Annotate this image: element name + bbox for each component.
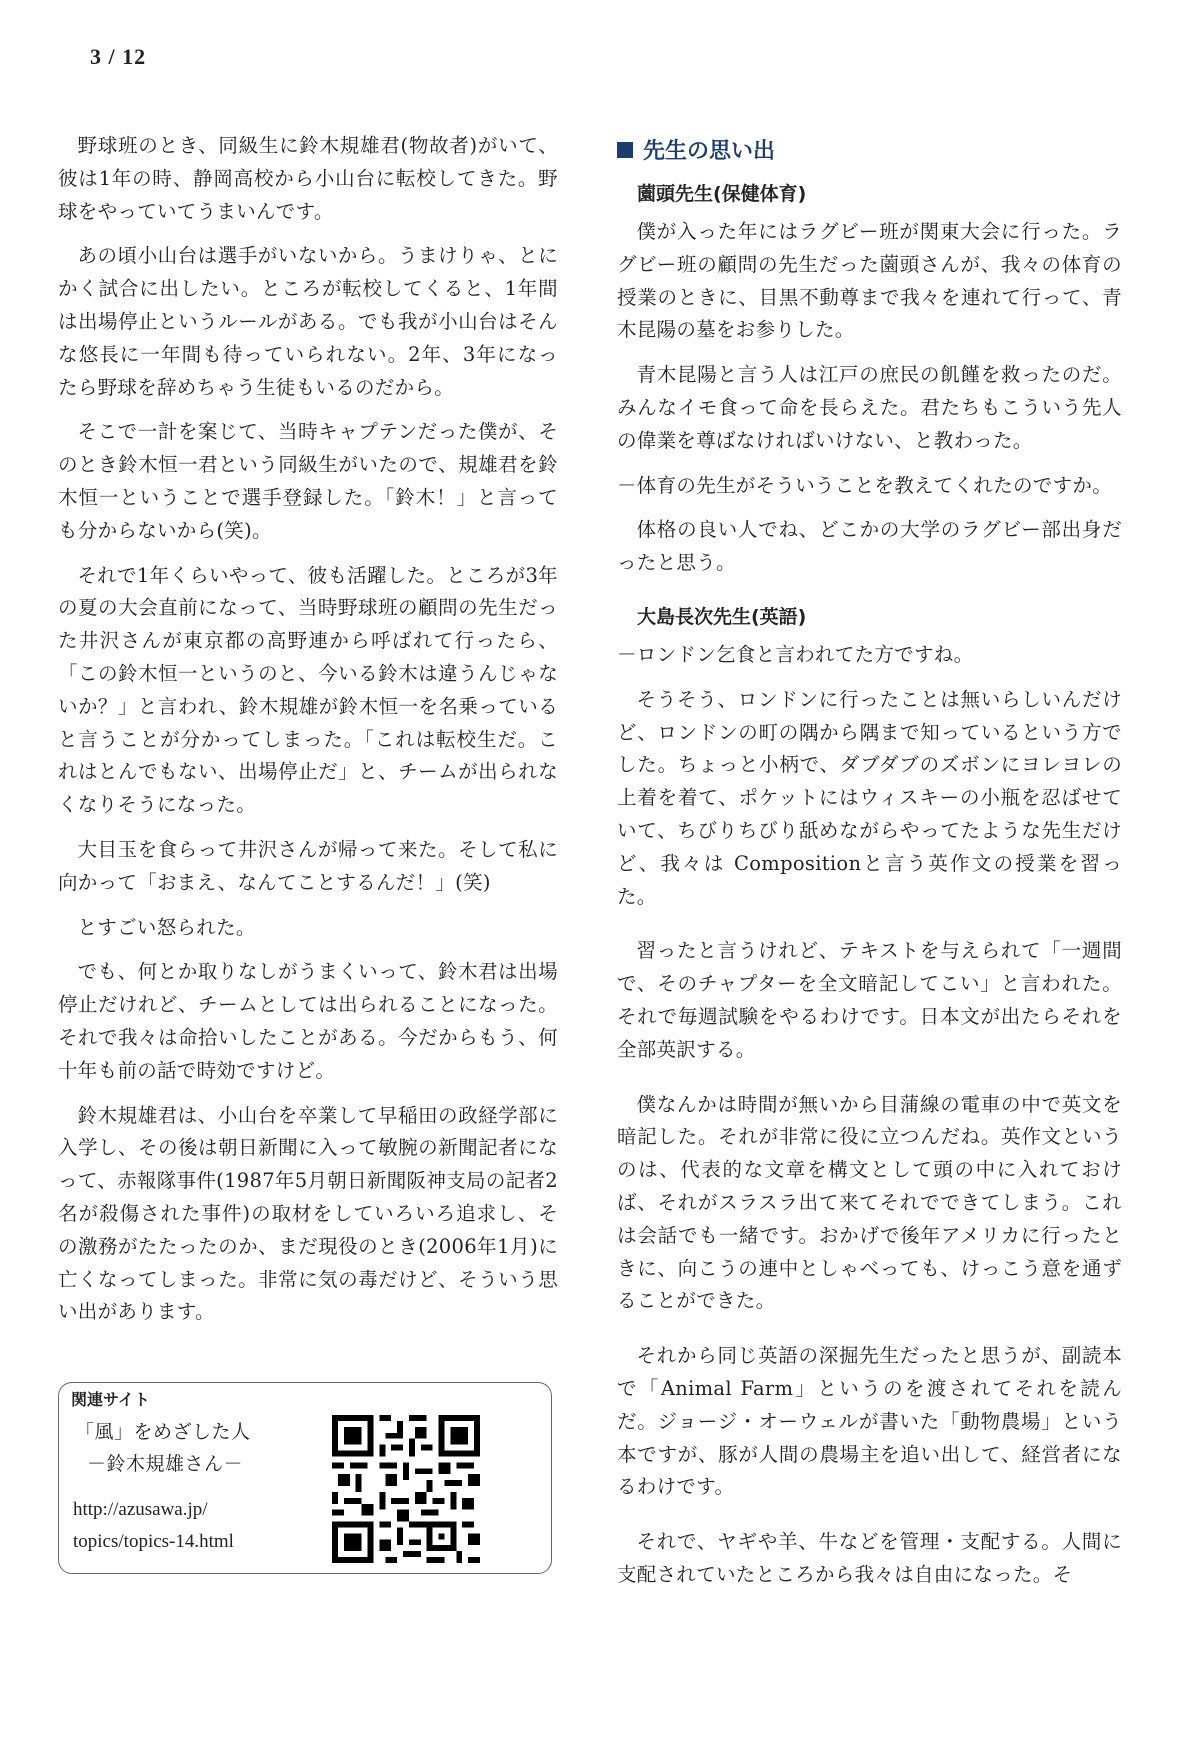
right-column [617, 130, 1122, 1604]
paragraph: 習ったと言うけれど、テキストを与えられて「一週間で、そのチャプターを全文暗記してこい」と言われた。それで毎週試験をやるわけです。日本文が出たらそれを全部英訳する。 [617, 939, 1122, 1061]
paragraph: でも、何とか取りなしがうまくいって、鈴木君は出場停止だけれど、チームとしては出られることになった。それで我々は命拾いしたことがある。今だからもう、何十年も前の話で時効ですけど。 [58, 960, 558, 1082]
related-site-line1: 「風」をめざした人 [75, 1421, 251, 1443]
related-site-line2: －鈴木規雄さん－ [87, 1453, 244, 1475]
paragraph: 鈴木規雄君は、小山台を卒業して早稲田の政経学部に入学し、その後は朝日新聞に入って敏腕の新聞記者になって、赤報隊事件(1987年5月朝日新聞阪神支局の記者2名が殺傷された事件)の取材をしていろいろ追求し、その激務がたたったのか、まだ現役のとき(2006年1月)に亡くなってしまった。非常に気の毒だけど、そういう思い出があります。 [58, 1103, 559, 1324]
qr-code-icon[interactable] [332, 1415, 480, 1563]
paragraph: そうそう、ロンドンに行ったことは無いらしいんだけど、ロンドンの町の隅から隅まで知っているという方でした。ちょっと小柄で、ダブダブのズボンにヨレヨレの上着を着て、ポケットにはウィスキーの小瓶を忍ばせていて、ちびりちびり舐めながらやってたような先生だけど、我々は Compositionと言う英作文の授業を習った。 [617, 687, 1122, 908]
question-paragraph: －体育の先生がそういうことを教えてくれたのですか。 [617, 473, 1113, 497]
paragraph: 青木昆陽と言う人は江戸の庶民の飢饉を救ったのだ。みんなイモ食って命を長らえた。君たちもこういう先人の偉業を尊ばなければいけない、と教わった。 [617, 363, 1122, 452]
paragraph: 体格の良い人でね、どこかの大学のラグビー部出身だったと思う。 [617, 518, 1122, 575]
paragraph: 大目玉を食らって井沢さんが帰って来た。そして私に向かって「おまえ、なんてことするんだ！」(笑) [58, 837, 558, 894]
related-site-url-line2[interactable]: topics/topics-14.html [73, 1531, 234, 1552]
paragraph: それで1年くらいやって、彼も活躍した。ところが3年の夏の大会直前になって、当時野球班の顧問の先生だった井沢さんが東京都の高野連から呼ばれて行ったら、「この鈴木恒一というのと、今いる鈴木は違うんじゃないか？」と言われ、鈴木規雄が鈴木恒一を名乗っていると言うことが分かってしまった。「これは転校生だ。これはとんでもない、出場停止だ」と、チームが出られなくなりそうになった。 [58, 563, 559, 817]
paragraph: とすごい怒られた。 [77, 915, 256, 939]
subsection-title: 薗頭先生(保健体育) [637, 183, 807, 205]
square-bullet-icon [617, 142, 633, 158]
left-column [58, 130, 558, 1341]
page-number: 3 / 12 [90, 44, 147, 69]
related-site-box [58, 1382, 552, 1574]
paragraph: 僕が入った年にはラグビー班が関東大会に行った。ラグビー班の顧問の先生だった薗頭さんが、我々の体育の授業のときに、目黒不動尊まで我々を連れて行って、青木昆陽の墓をお参りした。 [617, 220, 1122, 342]
question-paragraph: －ロンドン乞食と言われてた方ですね。 [617, 642, 974, 666]
related-site-url-line1[interactable]: http://azusawa.jp/ [73, 1499, 208, 1520]
paragraph: それで、ヤギや羊、牛などを管理・支配する。人間に支配されていたところから我々は自由になった。そ [617, 1530, 1122, 1586]
paragraph: そこで一計を案じて、当時キャプテンだった僕が、そのとき鈴木恒一君という同級生がいたので、規雄君を鈴木恒一ということで選手登録した。「鈴木！」と言っても分からないから(笑)。 [58, 420, 558, 542]
paragraph: 野球班のとき、同級生に鈴木規雄君(物故者)がいて、彼は1年の時、静岡高校から小山台に転校してきた。野球をやっていてうまいんです。 [58, 134, 558, 223]
paragraph: あの頃小山台は選手がいないから。うまけりゃ、とにかく試合に出したい。ところが転校してくると、1年間は出場停止というルールがある。でも我が小山台はそんな悠長に一年間も待っていられない。2年、3年になったら野球を辞めちゃう生徒もいるのだから。 [58, 244, 558, 399]
section-title [617, 134, 1122, 165]
section-title-text: 先生の思い出 [643, 139, 776, 164]
subsection-title: 大島長次先生(英語) [637, 605, 807, 628]
related-site-title: 関連サイト [71, 1390, 150, 1409]
paragraph: 僕なんかは時間が無いから目蒲線の電車の中で英文を暗記した。それが非常に役に立つんだね。英作文というのは、代表的な文章を構文として頭の中に入れておけば、それがスラスラ出て来てそれでできてしまう。これは会話でも一緒です。おかげで後年アメリカに行ったときに、向こうの連中としゃべっても、けっこう意を通ずることができた。 [617, 1092, 1123, 1313]
paragraph: それから同じ英語の深掘先生だったと思うが、副読本で「Animal Farm」というのを渡されてそれを読んだ。ジョージ・オーウェルが書いた「動物農場」という本ですが、豚が人間の農場主を追い出して、経営者になるわけです。 [617, 1344, 1122, 1499]
